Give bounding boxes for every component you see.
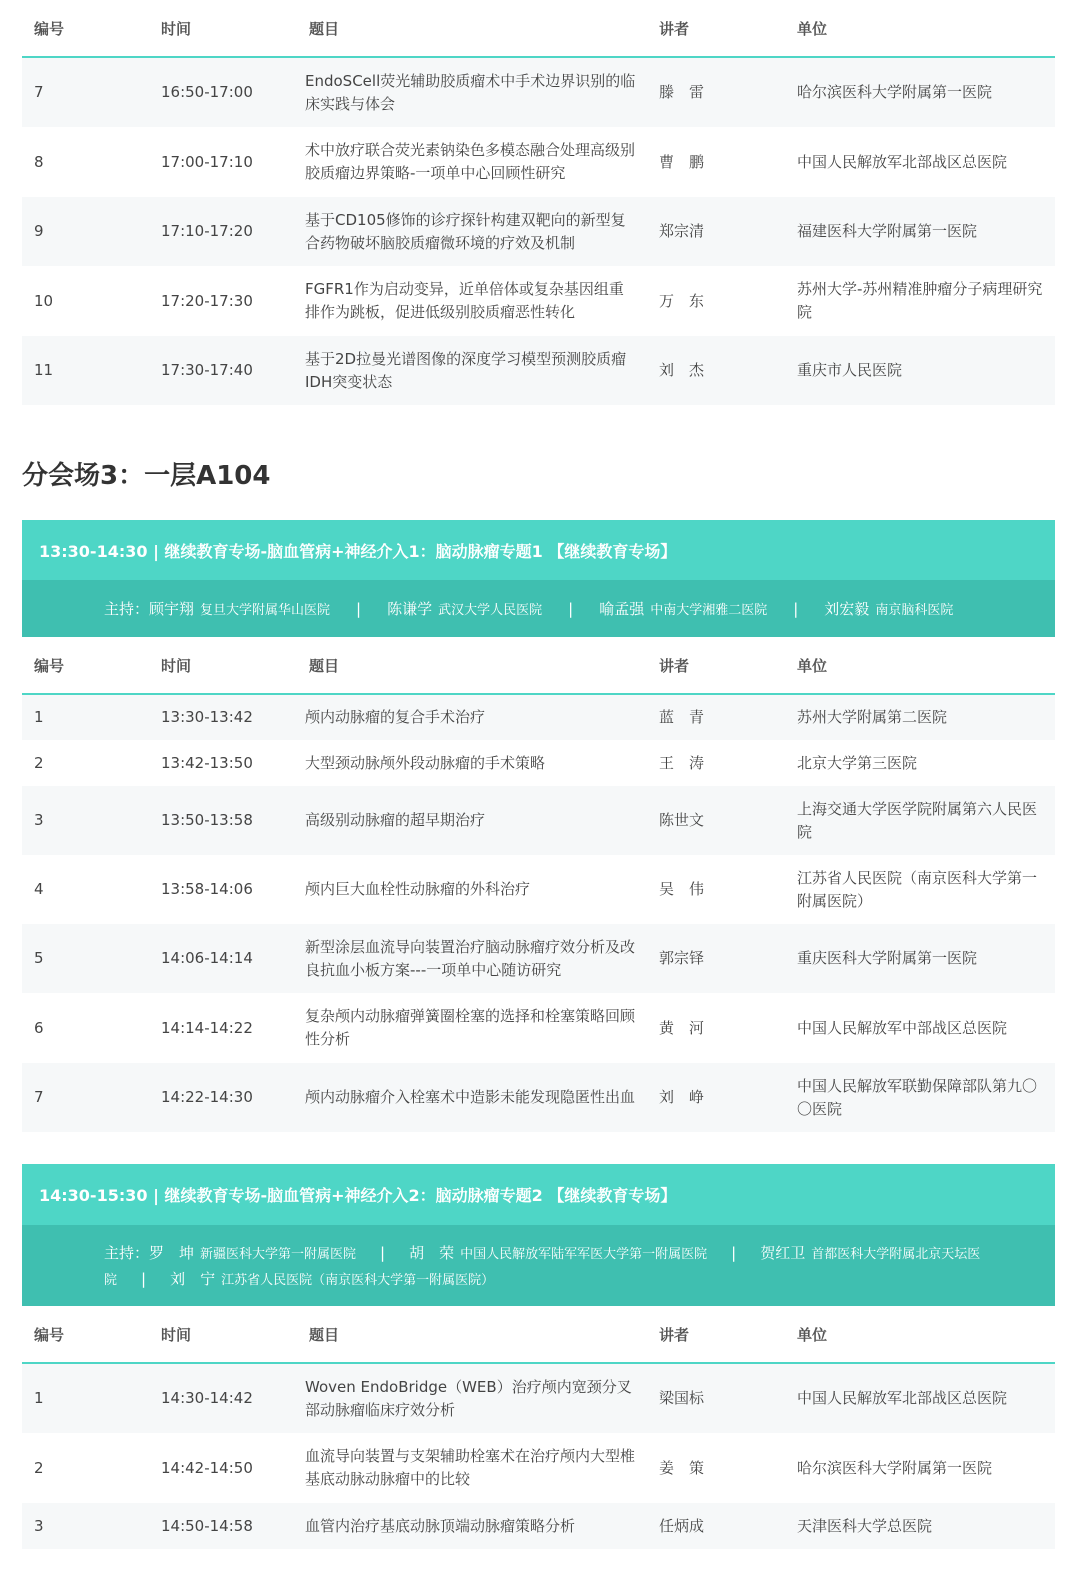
header-speaker: 讲者 bbox=[647, 1306, 785, 1363]
cell-no: 1 bbox=[22, 694, 149, 740]
cell-topic: 血流导向装置与支架辅助栓塞术在治疗颅内大型椎基底动脉动脉瘤中的比较 bbox=[305, 1447, 636, 1488]
host-name: 胡 荣 bbox=[409, 1244, 455, 1262]
table-row bbox=[22, 336, 1055, 405]
host-org: 武汉大学人民医院 bbox=[438, 603, 543, 618]
cell-speaker: 姜 策 bbox=[659, 1458, 705, 1477]
cell-topic: 基于CD105修饰的诊疗探针构建双靶向的新型复合药物破坏脑胶质瘤微环境的疗效及机制 bbox=[297, 197, 647, 266]
cell-time: 14:50-14:58 bbox=[149, 1503, 297, 1549]
cell-unit: 中国人民解放军北部战区总医院 bbox=[797, 152, 1008, 171]
cell-speaker: 陈世文 bbox=[647, 786, 785, 855]
host-name: 刘宏毅 bbox=[824, 600, 870, 618]
cell-speaker: 滕 雷 bbox=[647, 57, 785, 127]
cell-speaker: 郑宗清 bbox=[647, 197, 785, 266]
cell-unit: 中国人民解放军联勤保障部队第九〇〇医院 bbox=[785, 1063, 1055, 1132]
cell-speaker: 黄 河 bbox=[659, 1018, 705, 1037]
session-banner: 14:30-15:30 | 继续教育专场-脑血管病+神经介入2：脑动脉瘤专题2 【继续教育专场】 bbox=[22, 1164, 1055, 1225]
table-row bbox=[22, 1503, 1055, 1549]
separator: | bbox=[380, 1244, 386, 1262]
session-2 bbox=[22, 1164, 1055, 1549]
cell-speaker: 王 涛 bbox=[659, 753, 705, 772]
cell-time: 17:10-17:20 bbox=[149, 197, 297, 266]
cell-no: 2 bbox=[34, 753, 44, 772]
cell-topic: 基于2D拉曼光谱图像的深度学习模型预测胶质瘤IDH突变状态 bbox=[297, 336, 647, 405]
cell-no: 1 bbox=[22, 1363, 149, 1433]
cell-unit: 天津医科大学总医院 bbox=[785, 1503, 1055, 1549]
table-row bbox=[22, 266, 1055, 336]
header-speaker: 讲者 bbox=[647, 0, 785, 57]
table-row bbox=[22, 855, 1055, 924]
cell-unit: 哈尔滨医科大学附属第一医院 bbox=[785, 57, 1055, 127]
table-row bbox=[22, 924, 1055, 993]
host-name: 贺红卫 bbox=[760, 1244, 806, 1262]
cell-time: 17:20-17:30 bbox=[161, 291, 253, 310]
cell-speaker: 曹 鹏 bbox=[659, 152, 705, 171]
header-unit: 单位 bbox=[785, 637, 1055, 694]
section-title: 分会场3：一层A104 bbox=[22, 461, 271, 491]
cell-unit: 江苏省人民医院（南京医科大学第一附属医院） bbox=[797, 868, 1038, 910]
host-bar bbox=[22, 580, 1055, 637]
table-header bbox=[22, 637, 1055, 694]
cell-unit: 中国人民解放军中部战区总医院 bbox=[797, 1018, 1008, 1037]
cell-time: 14:30-14:42 bbox=[149, 1363, 297, 1433]
cell-topic: 血管内治疗基底动脉顶端动脉瘤策略分析 bbox=[297, 1503, 647, 1549]
host-label: 主持： bbox=[104, 1244, 150, 1262]
header-time: 时间 bbox=[149, 0, 297, 57]
host-name: 陈谦学 bbox=[387, 600, 433, 618]
session-banner: 13:30-14:30 | 继续教育专场-脑血管病+神经介入1：脑动脉瘤专题1 【继续教育专场】 bbox=[22, 520, 1055, 580]
header-no: 编号 bbox=[22, 0, 149, 57]
separator: | bbox=[568, 599, 574, 618]
cell-no: 8 bbox=[34, 152, 44, 171]
table-row bbox=[22, 1063, 1055, 1132]
header-no: 编号 bbox=[22, 637, 149, 694]
cell-speaker: 吴 伟 bbox=[659, 880, 705, 898]
cell-speaker: 刘 峥 bbox=[647, 1063, 785, 1132]
header-topic: 题目 bbox=[297, 0, 647, 57]
cell-unit: 中国人民解放军北部战区总医院 bbox=[785, 1363, 1055, 1433]
cell-time: 13:30-13:42 bbox=[149, 694, 297, 740]
cell-no: 7 bbox=[22, 1063, 149, 1132]
cell-topic: 术中放疗联合荧光素钠染色多模态融合处理高级别胶质瘤边界策略-一项单中心回顾性研究 bbox=[305, 141, 636, 182]
cell-unit: 苏州大学-苏州精准肿瘤分子病理研究院 bbox=[797, 280, 1043, 321]
cell-no: 3 bbox=[22, 1503, 149, 1549]
cell-time: 16:50-17:00 bbox=[149, 57, 297, 127]
cell-unit: 北京大学第三医院 bbox=[797, 753, 918, 772]
cell-unit: 重庆市人民医院 bbox=[785, 336, 1055, 405]
cell-unit: 哈尔滨医科大学附属第一医院 bbox=[797, 1458, 993, 1477]
cell-topic: 新型涂层血流导向装置治疗脑动脉瘤疗效分析及改良抗血小板方案---一项单中心随访研究 bbox=[297, 924, 647, 993]
header-speaker: 讲者 bbox=[647, 637, 785, 694]
table-header bbox=[22, 1306, 1055, 1363]
schedule-table-1 bbox=[22, 0, 1055, 405]
header-time: 时间 bbox=[149, 1306, 297, 1363]
table-row bbox=[22, 786, 1055, 855]
cell-no: 7 bbox=[22, 57, 149, 127]
cell-speaker: 万 东 bbox=[659, 291, 705, 310]
table-row bbox=[22, 740, 1055, 786]
cell-topic: 颅内动脉瘤的复合手术治疗 bbox=[297, 694, 647, 740]
cell-no: 2 bbox=[34, 1458, 44, 1477]
cell-topic: Woven EndoBridge（WEB）治疗颅内宽颈分叉部动脉瘤临床疗效分析 bbox=[297, 1363, 647, 1433]
host-org: 南京脑科医院 bbox=[875, 603, 954, 618]
cell-no: 11 bbox=[22, 336, 149, 405]
cell-time: 13:50-13:58 bbox=[149, 786, 297, 855]
cell-time: 17:00-17:10 bbox=[161, 152, 253, 171]
cell-time: 14:06-14:14 bbox=[149, 924, 297, 993]
header-unit: 单位 bbox=[785, 1306, 1055, 1363]
cell-topic: 颅内动脉瘤介入栓塞术中造影未能发现隐匿性出血 bbox=[297, 1063, 647, 1132]
table-row bbox=[22, 1433, 1055, 1503]
cell-time: 14:22-14:30 bbox=[149, 1063, 297, 1132]
cell-no: 3 bbox=[22, 786, 149, 855]
host-bar bbox=[22, 1225, 1055, 1306]
header-unit: 单位 bbox=[785, 0, 1055, 57]
host-org: 江苏省人民医院（南京医科大学第一附属医院） bbox=[221, 1273, 495, 1288]
cell-speaker: 蓝 青 bbox=[647, 694, 785, 740]
host-org: 复旦大学附属华山医院 bbox=[200, 603, 331, 618]
host-name: 顾宇翔 bbox=[149, 600, 195, 618]
cell-no: 10 bbox=[34, 291, 54, 310]
table-row bbox=[22, 694, 1055, 740]
table-header bbox=[22, 0, 1055, 57]
cell-time: 14:14-14:22 bbox=[161, 1018, 253, 1037]
cell-topic: FGFR1作为启动变异，近单倍体或复杂基因组重排作为跳板，促进低级别胶质瘤恶性转化 bbox=[305, 280, 624, 321]
separator: | bbox=[356, 599, 362, 618]
cell-topic: 颅内巨大血栓性动脉瘤的外科治疗 bbox=[305, 880, 531, 898]
cell-speaker: 郭宗铎 bbox=[647, 924, 785, 993]
schedule-table-3 bbox=[22, 1306, 1055, 1549]
host-org: 新疆医科大学第一附属医院 bbox=[200, 1247, 357, 1262]
cell-time: 13:58-14:06 bbox=[161, 880, 253, 898]
cell-topic: 高级别动脉瘤的超早期治疗 bbox=[297, 786, 647, 855]
cell-no: 9 bbox=[22, 197, 149, 266]
table-row bbox=[22, 57, 1055, 127]
cell-time: 17:30-17:40 bbox=[149, 336, 297, 405]
cell-time: 13:42-13:50 bbox=[161, 753, 253, 772]
table-row bbox=[22, 197, 1055, 266]
host-name: 喻孟强 bbox=[599, 600, 645, 618]
cell-no: 5 bbox=[22, 924, 149, 993]
cell-topic: 复杂颅内动脉瘤弹簧圈栓塞的选择和栓塞策略回顾性分析 bbox=[305, 1007, 636, 1048]
host-label: 主持： bbox=[104, 600, 150, 618]
header-topic: 题目 bbox=[297, 1306, 647, 1363]
cell-topic: EndoSCell荧光辅助胶质瘤术中手术边界识别的临床实践与体会 bbox=[297, 57, 647, 127]
table-row bbox=[22, 1363, 1055, 1433]
cell-no: 6 bbox=[34, 1018, 44, 1037]
separator: | bbox=[141, 1270, 147, 1288]
cell-topic: 大型颈动脉颅外段动脉瘤的手术策略 bbox=[305, 753, 546, 772]
table-row bbox=[22, 127, 1055, 197]
cell-time: 14:42-14:50 bbox=[161, 1458, 253, 1477]
header-no: 编号 bbox=[22, 1306, 149, 1363]
table-row bbox=[22, 993, 1055, 1063]
host-org: 中国人民解放军陆军军医大学第一附属医院 bbox=[460, 1247, 708, 1262]
session-1 bbox=[22, 520, 1055, 1132]
host-name: 罗 坤 bbox=[149, 1244, 195, 1262]
header-topic: 题目 bbox=[297, 637, 647, 694]
host-org: 首都医科大学附属北京天坛医院 bbox=[104, 1247, 981, 1288]
cell-unit: 上海交通大学医学院附属第六人民医院 bbox=[785, 786, 1055, 855]
separator: | bbox=[793, 599, 799, 618]
cell-speaker: 任炳成 bbox=[647, 1503, 785, 1549]
host-org: 中南大学湘雅二医院 bbox=[650, 603, 768, 618]
cell-speaker: 梁国标 bbox=[647, 1363, 785, 1433]
schedule-table-2 bbox=[22, 637, 1055, 1132]
host-name: 刘 宁 bbox=[170, 1270, 216, 1288]
cell-speaker: 刘 杰 bbox=[647, 336, 785, 405]
cell-unit: 苏州大学附属第二医院 bbox=[785, 694, 1055, 740]
cell-no: 4 bbox=[34, 880, 44, 898]
header-time: 时间 bbox=[149, 637, 297, 694]
cell-unit: 福建医科大学附属第一医院 bbox=[785, 197, 1055, 266]
cell-unit: 重庆医科大学附属第一医院 bbox=[785, 924, 1055, 993]
separator: | bbox=[731, 1244, 737, 1262]
